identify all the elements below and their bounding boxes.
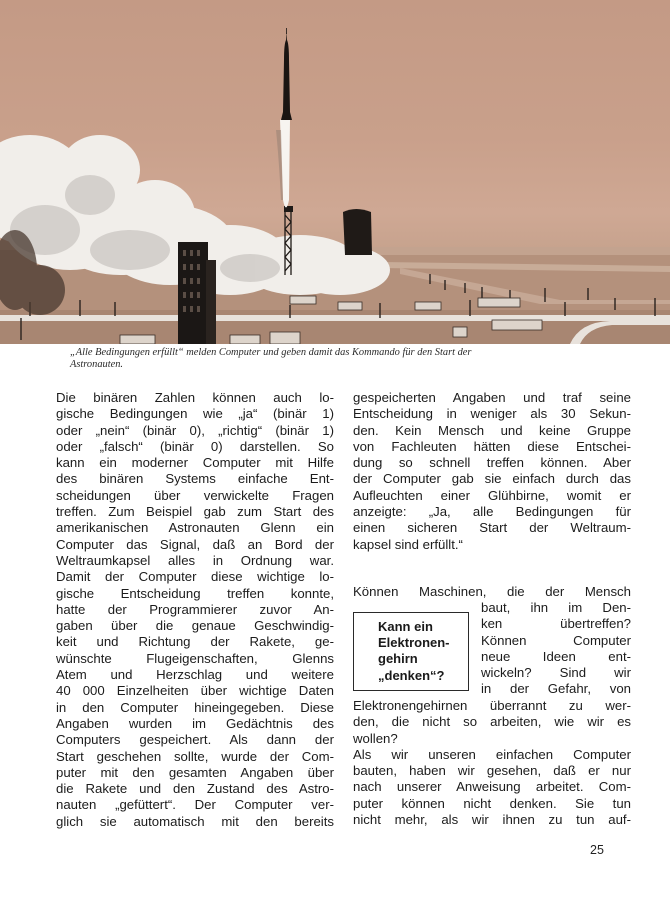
text-line: Computer das Signal, daß an Bord der [56,536,334,552]
text-line: oder „falsch“ (binär 0) darstellen. So [56,438,334,454]
caption-line: Astronauten. [70,358,124,370]
sidebox-line: Elektronen- [378,635,450,651]
text-line: Weltraumkapsel alles in Ordnung war. [56,552,334,568]
text-line: oder „nein“ (binär 0), „richtig“ (binär 1) [56,422,334,438]
right-text-column-top [353,390,631,553]
text-line: glich sie automatisch mit den bereits [56,813,334,829]
text-line: der Computer gab sie einfach durch das [353,471,631,487]
text-line: die Rakete und den Zustand des Astro- [56,781,334,797]
text-line: des binären Systems einfache Ent- [56,471,334,487]
text-line: einen sicheren Start der Weltraum- [353,520,631,536]
text-line: von Fachleuten hätten diese Entschei- [353,438,631,454]
text-line: Elektronengehirnen überrannt zu wer- [353,698,631,713]
text-line: Angaben wurden im Gedächtnis des [56,715,334,731]
text-line: nauten „gefüttert“. Der Computer ver- [56,797,334,813]
text-line: puter können nicht denken. Sie tun [353,795,631,811]
text-line: Damit der Computer diese wichtige lo- [56,569,334,585]
right-text-column-bottom [353,698,631,828]
text-line: Atem und Herzschlag und weitere [56,667,334,683]
text-line: gische Entscheidung treffen konnte, [56,585,334,601]
text-line: hatte der Programmierer zuvor An- [56,601,334,617]
sidebar-question-box [353,612,469,691]
text-line: Aufleuchten einer Glühbirne, womit er [353,487,631,503]
caption-line: „Alle Bedingungen erfüllt“ melden Computer und geben damit das Kommando für den Start der [70,347,472,358]
text-line: amerikanischen Astronauten Glenn ein [56,520,334,536]
text-line: den, die nicht so arbeiten, wie wir es [353,714,631,730]
illustration-graphic [0,0,670,344]
text-line: nicht mehr, als wir ihnen zu tun auf- [353,812,631,828]
text-line: kapsel sind erfüllt.“ [353,536,463,552]
figure-caption [70,347,590,370]
text-line: Computers gespeichert. Als dann der [56,732,334,748]
text-line: treffen. Zum Beispiel gab zum Start des [56,504,334,520]
text-line: bauten, haben wir gesehen, daß er nur [353,763,631,779]
text-line: wünschte Flugeigenschaften, Glenns [56,650,334,666]
text-line: puter mit den gesamten Angaben über [56,764,334,780]
sidebox-line: gehirn [378,651,418,667]
sidebox-line: Kann ein [378,619,433,634]
text-line: keit und Richtung der Rakete, ge- [56,634,334,650]
text-line: wickeln? Sind wir [481,665,631,681]
text-line: gische Bedingungen wie „ja“ (binär 1) [56,406,334,422]
text-line: den. Kein Mensch und keine Gruppe [353,422,631,438]
text-line: in der Gefahr, von [481,681,631,697]
text-line: anzeigte: „Ja, alle Bedingungen für [353,504,631,520]
right-text-intro [353,584,631,600]
text-line: neue Ideen ent- [481,648,631,664]
left-text-column [56,390,334,830]
text-line: wollen? [353,730,398,746]
text-line: baut, ihn im Den- [481,600,631,615]
right-text-wrapped [481,600,631,698]
text-line: 40 000 Einzelheiten über wichtige Daten [56,683,334,699]
text-line: kann ein moderner Computer mit Hilfe [56,455,334,471]
text-line: Start geschehen sollte, wurde der Com- [56,748,334,764]
text-line: nach unserer Anweisung arbeitet. Com- [353,779,631,795]
sidebox-line: „denken“? [378,667,445,683]
rocket-launch-illustration [0,0,670,344]
text-line: Die binären Zahlen können auch lo- [56,390,334,405]
text-line: dung so schnell treffen können. Aber [353,455,631,471]
text-line: Als wir unseren einfachen Computer [353,746,631,762]
text-line: scheidungen über verwickelte Fragen [56,487,334,503]
text-line: in den Computer hineingegeben. Diese [56,699,334,715]
text-line: Können Computer [481,632,631,648]
page-number: 25 [590,843,604,857]
text-line: Entscheidung in weniger als 30 Sekun- [353,406,631,422]
text-line: ken übertreffen? [481,616,631,632]
text-line: Können Maschinen, die der Mensch [353,584,631,599]
text-line: gespeicherten Angaben und traf seine [353,390,631,405]
text-line: gaben über die genaue Geschwindig- [56,618,334,634]
